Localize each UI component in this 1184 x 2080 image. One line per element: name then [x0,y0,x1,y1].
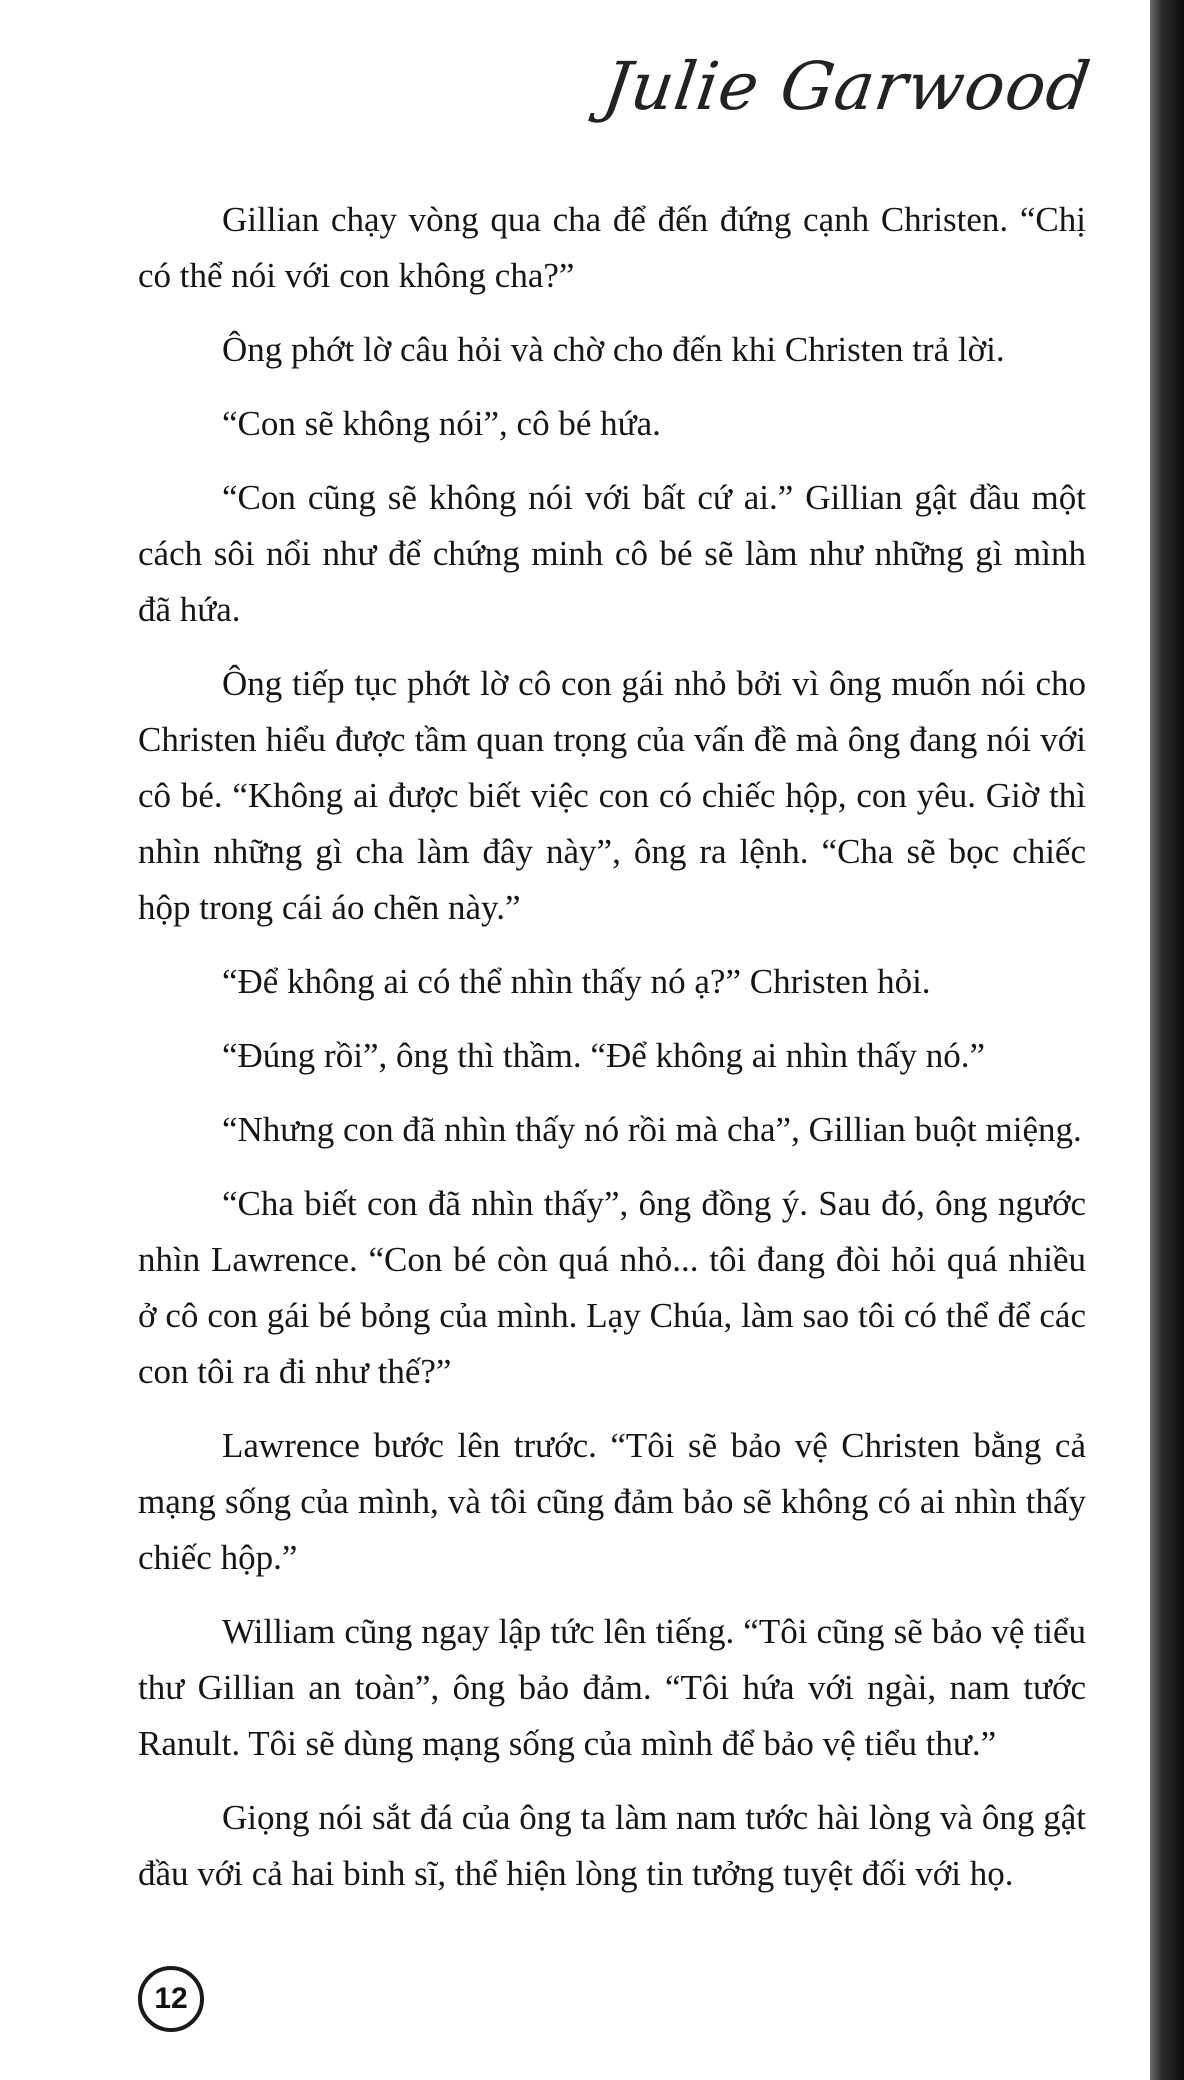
paragraph: “Để không ai có thể nhìn thấy nó ạ?” Christen hỏi. [222,962,931,1001]
paragraph: William cũng ngay lập tức lên tiếng. “Tôi cũng sẽ bảo vệ tiểu thư Gillian an toàn”, ông bảo đảm. “Tôi hứa với ngài, nam tước Ranult. Tôi sẽ dùng mạng sống của mình để bảo vệ tiểu thư.” [138,1612,1086,1763]
paragraph: “Con cũng sẽ không nói với bất cứ ai.” Gillian gật đầu một cách sôi nổi như để chứng minh cô bé sẽ làm như những gì mình đã hứa. [138,478,1086,629]
paragraph: “Nhưng con đã nhìn thấy nó rồi mà cha”, Gillian buột miệng. [222,1110,1082,1149]
paragraph: Giọng nói sắt đá của ông ta làm nam tước hài lòng và ông gật đầu với cả hai binh sĩ, thể hiện lòng tin tưởng tuyệt đối với họ. [138,1798,1086,1893]
paragraph: Ông tiếp tục phớt lờ cô con gái nhỏ bởi vì ông muốn nói cho Christen hiểu được tầm quan trọng của vấn đề mà ông đang nói với cô bé. “Không ai được biết việc con có chiếc hộp, con yêu. Giờ thì nhìn những gì cha làm đây này”, ông ra lệnh. “Cha sẽ bọc chiếc hộp trong cái áo chẽn này.” [138,664,1086,927]
running-header-author: Julie Garwood [598,48,1096,125]
book-binding-edge [1150,0,1184,2080]
paragraph: Lawrence bước lên trước. “Tôi sẽ bảo vệ Christen bằng cả mạng sống của mình, và tôi cũng đảm bảo sẽ không có ai nhìn thấy chiếc hộp.” [138,1426,1086,1577]
paragraph: “Đúng rồi”, ông thì thầm. “Để không ai nhìn thấy nó.” [222,1036,986,1075]
paragraph: Gillian chạy vòng qua cha để đến đứng cạnh Christen. “Chị có thể nói với con không cha?” [138,200,1086,295]
paragraph: “Con sẽ không nói”, cô bé hứa. [222,404,661,443]
page-number-badge: 12 [138,1966,204,2032]
paragraph: “Cha biết con đã nhìn thấy”, ông đồng ý. Sau đó, ông ngước nhìn Lawrence. “Con bé còn quá nhỏ... tôi đang đòi hỏi quá nhiều ở cô con gái bé bỏng của mình. Lạy Chúa, làm sao tôi có thể để các con tôi ra đi như thế?” [138,1184,1086,1391]
paragraph: Ông phớt lờ câu hỏi và chờ cho đến khi Christen trả lời. [222,330,1005,369]
page-body [138,192,1086,1920]
